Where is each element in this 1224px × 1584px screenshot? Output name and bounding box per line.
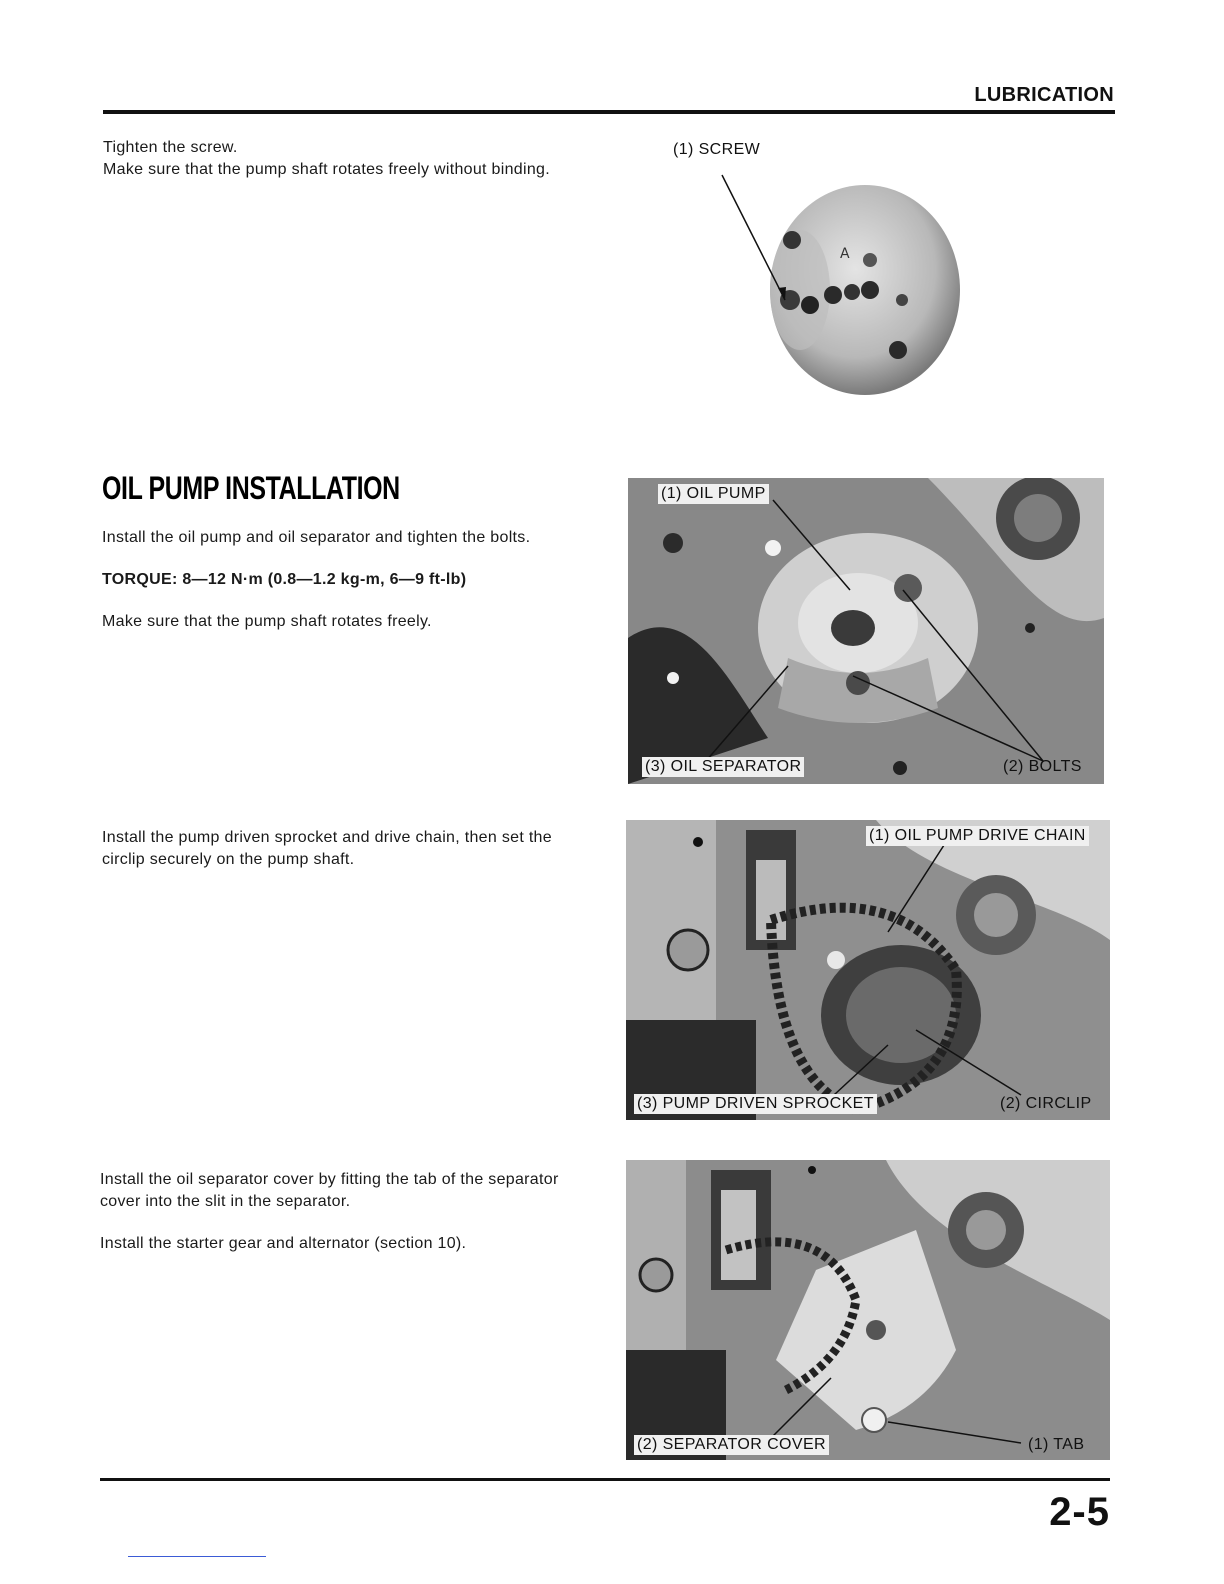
svg-text:A: A xyxy=(840,246,850,262)
footer-rule xyxy=(100,1478,1110,1481)
block1-text xyxy=(103,137,550,181)
section-title: LUBRICATION xyxy=(974,84,1114,106)
callout-tab: (1) TAB xyxy=(1028,1436,1085,1453)
oil-pump-photo xyxy=(680,160,1000,420)
callout-driven-sprocket: (3) PUMP DRIVEN SPROCKET xyxy=(634,1094,877,1114)
block3-text xyxy=(102,827,552,871)
block2-text xyxy=(102,527,602,633)
block3-line-1: Install the pump driven sprocket and drive chain, then set the xyxy=(102,829,552,846)
callout-screw: (1) SCREW xyxy=(673,141,761,158)
block2-line-2: Make sure that the pump shaft rotates freely. xyxy=(102,613,432,630)
block1-line-1: Tighten the screw. xyxy=(103,139,238,156)
torque-spec: TORQUE: 8—12 N·m (0.8—1.2 kg-m, 6—9 ft-lb) xyxy=(102,571,467,588)
footer-link-underline[interactable] xyxy=(128,1556,266,1557)
header-rule xyxy=(103,110,1115,114)
callout-oil-pump: (1) OIL PUMP xyxy=(658,484,769,504)
block1-line-2: Make sure that the pump shaft rotates freely without binding. xyxy=(103,161,550,178)
callout-oil-separator: (3) OIL SEPARATOR xyxy=(642,757,804,777)
page-heading: OIL PUMP INSTALLATION xyxy=(102,470,400,506)
callout-circlip: (2) CIRCLIP xyxy=(1000,1095,1092,1112)
separator-cover-photo xyxy=(626,1160,1110,1460)
block2-line-1: Install the oil pump and oil separator and tighten the bolts. xyxy=(102,529,531,546)
block4-text xyxy=(100,1169,559,1255)
callout-drive-chain: (1) OIL PUMP DRIVE CHAIN xyxy=(866,826,1089,846)
oil-pump-install-photo xyxy=(628,478,1104,784)
sprocket-chain-photo xyxy=(626,820,1110,1120)
block4-line-2: cover into the slit in the separator. xyxy=(100,1193,351,1210)
callout-bolts: (2) BOLTS xyxy=(1003,758,1082,775)
block4-line-3: Install the starter gear and alternator (section 10). xyxy=(100,1235,467,1252)
block4-line-1: Install the oil separator cover by fitting the tab of the separator xyxy=(100,1171,559,1188)
block3-line-2: circlip securely on the pump shaft. xyxy=(102,851,355,868)
callout-separator-cover: (2) SEPARATOR COVER xyxy=(634,1435,829,1455)
page-number: 2-5 xyxy=(1049,1490,1110,1534)
